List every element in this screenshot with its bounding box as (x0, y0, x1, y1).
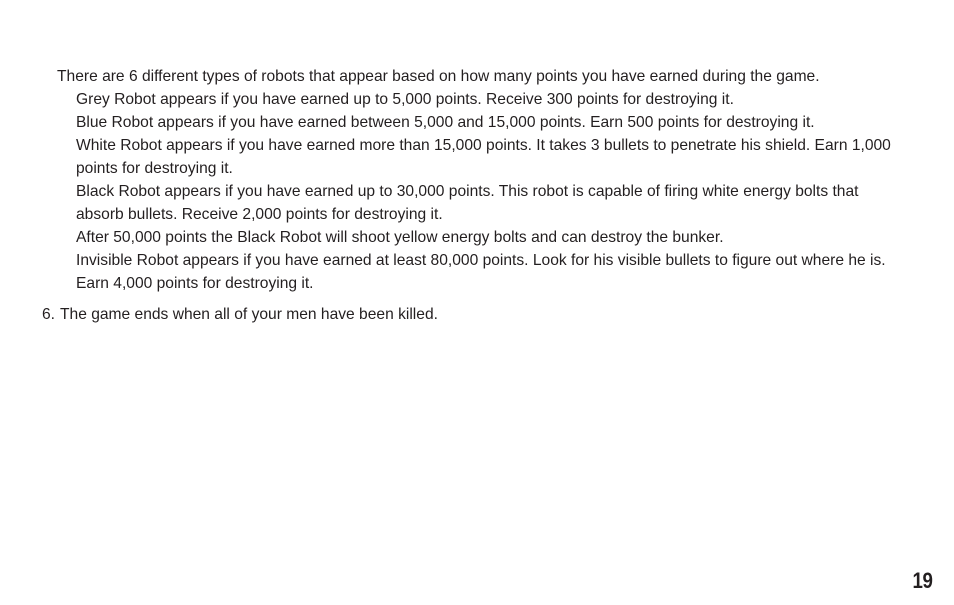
step-6 (42, 303, 438, 326)
robot-types-list (76, 88, 906, 295)
robot-item-white: White Robot appears if you have earned more than 15,000 points. It takes 3 bullets to penetrate his shield. Earn 1,000 points for destroying it. (76, 137, 891, 177)
step-6-text: The game ends when all of your men have been killed. (60, 306, 438, 323)
robot-item-grey: Grey Robot appears if you have earned up to 5,000 points. Receive 300 points for destroying it. (76, 91, 734, 108)
robot-item-invisible: Invisible Robot appears if you have earned at least 80,000 points. Look for his visible bullets to figure out where he is. Earn 4,000 points for destroying it. (76, 252, 886, 292)
robot-item-black: Black Robot appears if you have earned up to 30,000 points. This robot is capable of firing white energy bolts that absorb bullets. Receive 2,000 points for destroying it. (76, 183, 859, 223)
robot-types-intro: There are 6 different types of robots that appear based on how many points you have earned during the game. (57, 68, 820, 85)
step-6-number: 6. (42, 306, 56, 323)
robot-item-blue: Blue Robot appears if you have earned between 5,000 and 15,000 points. Earn 500 points for destroying it. (76, 114, 815, 131)
page-number: 19 (912, 568, 932, 593)
robot-item-black-upgrade: After 50,000 points the Black Robot will shoot yellow energy bolts and can destroy the bunker. (76, 229, 724, 246)
